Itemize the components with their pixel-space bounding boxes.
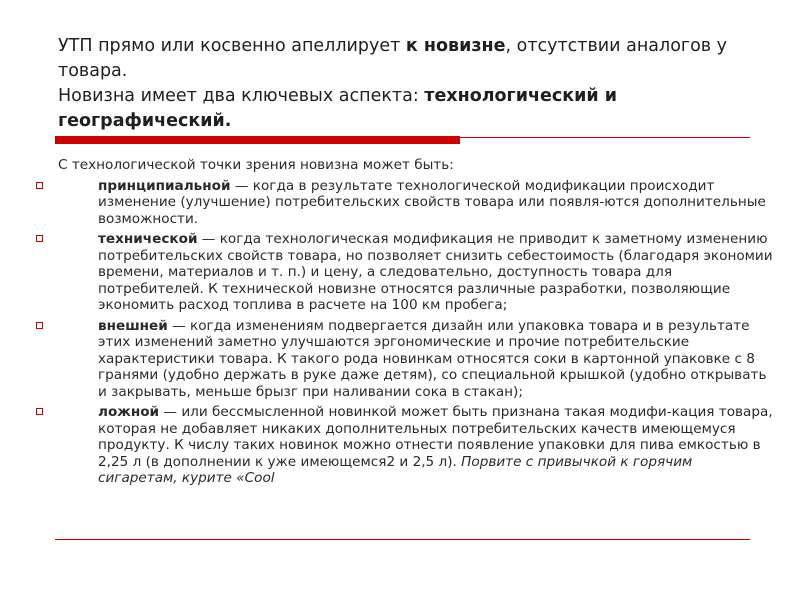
list-item [36, 404, 776, 487]
item-text: — когда изменениям подвергается дизайн или упаковка товара и в результате этих изменений заметно улучшаются эргономические и прочие потребительские характеристики товара. К такого рода новинкам относятся соки в картонной упаковке с 8 гранями (удобно держать в руке даже детям), со специальной крышкой (удобно открывать и закрывать, меньше брызг при наливании сока в стакан); [98, 317, 767, 400]
item-text: — когда технологическая модификация не приводит к заметному изменению потребительских свойств товара, но позволяет снизить себестоимость (благодаря экономии времени, материалов и т. п.) и цену, а следовательно, доступность товара для потребителей. К технической новизне относятся различные разработки, позволяющие экономить расход топлива в расчете на 100 км пробега; [98, 231, 773, 313]
list-item [36, 178, 776, 228]
item-term: ложной [98, 404, 160, 420]
item-text: — когда в результате технологической модификации происходит изменение (улучшение) потребительских свойств товара или появля-ются дополнительные возможности. [98, 177, 766, 227]
list-item [36, 231, 776, 314]
footer-divider-line [55, 539, 750, 540]
list-item [36, 318, 776, 401]
slide-body [36, 157, 776, 491]
title-text: Новизна имеет два ключевых аспекта: [58, 86, 425, 106]
square-bullet-icon [36, 322, 43, 329]
item-term: технической [98, 231, 198, 247]
item-slogan: Порвите с привычкой к горячим сигаретам, курите «Cool [98, 453, 693, 486]
square-bullet-icon [36, 235, 43, 242]
title-line-1 [58, 34, 758, 84]
square-bullet-icon [36, 408, 43, 415]
item-term: принципиальной [98, 177, 231, 194]
divider-line [460, 137, 750, 138]
accent-bar [55, 136, 460, 144]
title-line-2 [58, 84, 758, 134]
intro-text: С технологической точки зрения новизна может быть: [58, 157, 454, 173]
item-term: внешней [98, 317, 168, 334]
title-emphasis: технологический и географический. [58, 86, 617, 131]
title-emphasis: к новизне [405, 36, 506, 56]
item-text: — или бессмысленной новинкой может быть признана такая модифи-кация товара, которая не добавляет никаких дополнительных потребительских качеств имеющемуся продукту. К числу таких новинок можно отнести появление упаковки для пива емкостью в 2,25 л (в дополнении к уже имеющемся2 и 2,5 л). [98, 404, 773, 470]
slide-title [58, 34, 758, 134]
square-bullet-icon [36, 182, 43, 189]
title-text: , отсутствии аналогов у товара. [58, 36, 728, 81]
title-text: УТП прямо или косвенно апеллирует [58, 36, 406, 56]
